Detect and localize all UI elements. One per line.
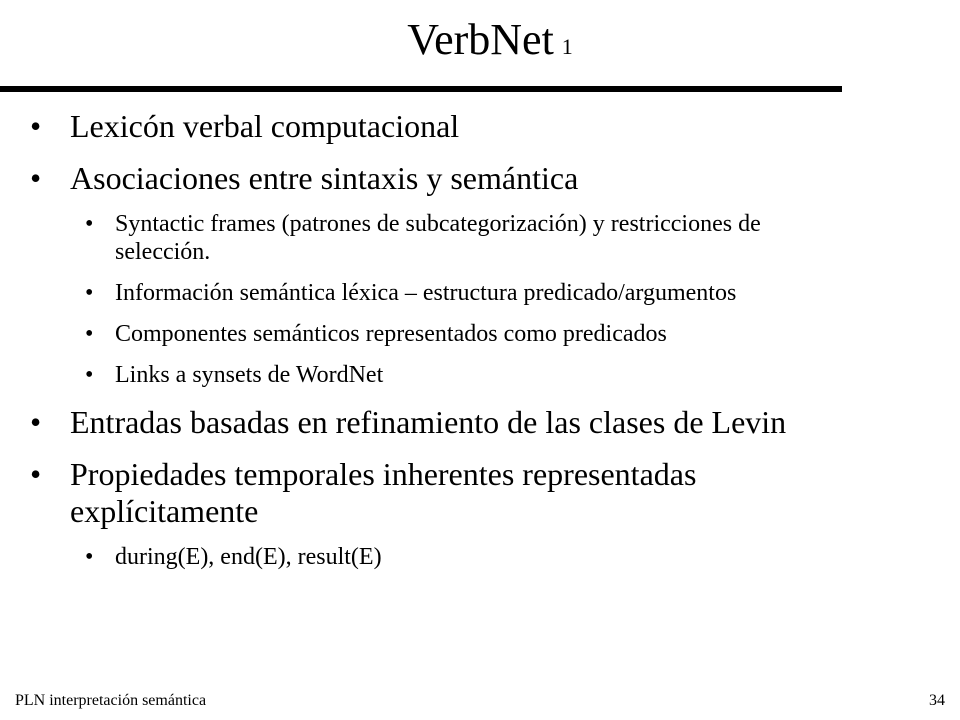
sub-bullet-marker: • [85, 211, 94, 237]
slide-title-number: 1 [561, 34, 573, 59]
bullet-item [30, 456, 860, 530]
bullet-text: Propiedades temporales inherentes representadas explícitamente [70, 456, 697, 529]
sub-bullet-marker: • [85, 321, 94, 347]
slide-title [0, 14, 960, 73]
sub-bullet-item [85, 210, 860, 266]
sub-bullet-item [85, 543, 860, 571]
slide-title-text: VerbNet [407, 15, 554, 64]
sub-bullet-item [85, 320, 860, 348]
bullet-list [30, 108, 860, 571]
sub-bullet-item [85, 361, 860, 389]
sub-bullet-item [85, 279, 860, 307]
bullet-marker: • [30, 456, 42, 492]
sub-bullet-text: Syntactic frames (patrones de subcategorización) y restricciones de selección. [115, 211, 761, 265]
bullet-marker: • [30, 108, 42, 144]
bullet-item [30, 404, 860, 441]
sub-bullet-text: during(E), end(E), result(E) [115, 544, 382, 570]
sub-bullet-text: Componentes semánticos representados como predicados [115, 321, 667, 347]
title-underline-rule [0, 86, 842, 92]
sub-bullet-marker: • [85, 362, 94, 388]
bullet-marker: • [30, 160, 42, 196]
bullet-item [30, 160, 860, 197]
bullet-text: Lexicón verbal computacional [70, 108, 460, 144]
bullet-item [30, 108, 860, 145]
sub-bullet-marker: • [85, 544, 94, 570]
sub-bullet-marker: • [85, 280, 94, 306]
footer-page-number: 34 [929, 692, 945, 709]
bullet-text: Asociaciones entre sintaxis y semántica [70, 160, 579, 196]
sub-bullet-text: Información semántica léxica – estructura predicado/argumentos [115, 280, 737, 306]
bullet-text: Entradas basadas en refinamiento de las clases de Levin [70, 404, 787, 440]
sub-bullet-text: Links a synsets de WordNet [115, 362, 384, 388]
bullet-marker: • [30, 404, 42, 440]
footer-course-label: PLN interpretación semántica [15, 692, 207, 709]
